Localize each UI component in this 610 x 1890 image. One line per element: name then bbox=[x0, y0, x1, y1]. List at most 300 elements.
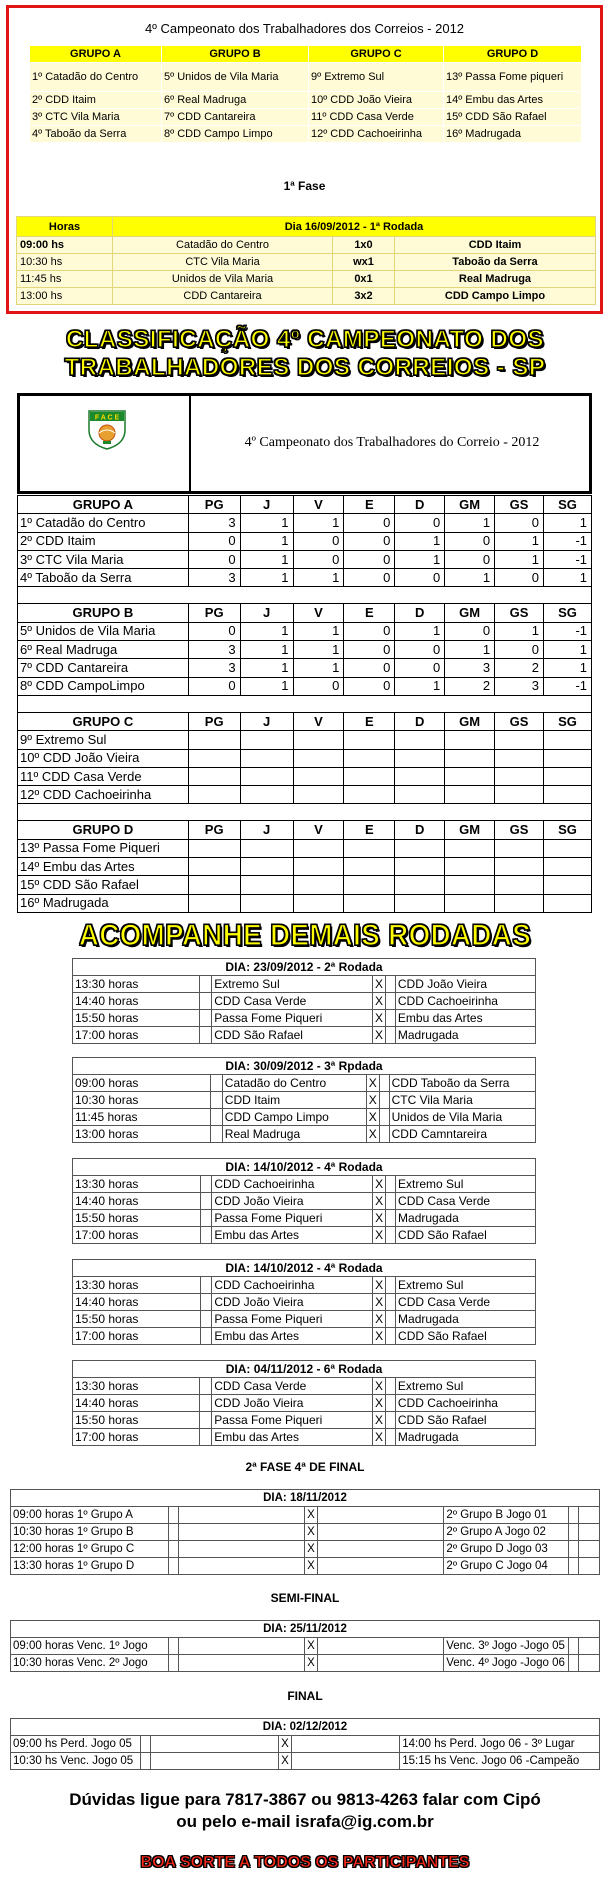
logo-text: F A C E bbox=[94, 414, 120, 422]
stat-cell: 0 bbox=[344, 514, 395, 532]
rodada-x: X bbox=[366, 1109, 379, 1126]
rodada-away: Madrugada bbox=[395, 1429, 535, 1446]
column-header: SG bbox=[544, 712, 592, 730]
stat-cell bbox=[240, 839, 293, 857]
round1-away: Real Madruga bbox=[395, 271, 596, 288]
stat-cell: 0 bbox=[395, 641, 445, 659]
stat-cell bbox=[395, 894, 445, 912]
rodada-row bbox=[73, 1311, 536, 1328]
team-name: 13º Passa Fome Piqueri bbox=[18, 839, 189, 857]
rodada-row bbox=[73, 1176, 536, 1193]
stat-cell bbox=[188, 767, 240, 785]
column-header: SG bbox=[544, 821, 592, 839]
rodada-away: CDD São Rafael bbox=[396, 1227, 536, 1244]
round1-time: 11:45 hs bbox=[17, 271, 113, 288]
rodada-row bbox=[73, 1395, 536, 1412]
group-cell: 8º CDD Campo Limpo bbox=[162, 126, 309, 143]
stat-cell: 0 bbox=[188, 550, 240, 568]
group-cell: 5º Unidos de Vila Maria bbox=[162, 63, 309, 92]
quartas-away: 2º Grupo B Jogo 01 bbox=[444, 1507, 569, 1524]
classification-banner bbox=[0, 326, 610, 382]
quartas-table bbox=[10, 1489, 600, 1575]
column-header: GM bbox=[445, 604, 495, 622]
rodada-home: CDD Casa Verde bbox=[212, 1378, 373, 1395]
rodada-home: CDD João Vieira bbox=[212, 1294, 373, 1311]
rodada-spacer bbox=[200, 1294, 212, 1311]
quartas-row bbox=[11, 1507, 600, 1524]
stat-cell bbox=[188, 786, 240, 804]
rodada-home: CDD Campo Limpo bbox=[222, 1109, 366, 1126]
round1-score: 1x0 bbox=[333, 237, 395, 254]
rodada-time: 13:30 horas bbox=[73, 1176, 201, 1193]
fase-label: 1ª Fase bbox=[283, 179, 326, 193]
rodada-spacer bbox=[379, 1126, 389, 1143]
rodada-row bbox=[73, 1193, 536, 1210]
rodada-away: Madrugada bbox=[396, 1210, 536, 1227]
stat-cell: 1 bbox=[293, 514, 344, 532]
rodada-x: X bbox=[366, 1126, 379, 1143]
rodada-row bbox=[73, 1227, 536, 1244]
team-row bbox=[18, 532, 592, 550]
rodada-row bbox=[73, 976, 536, 993]
team-name: 16º Madrugada bbox=[18, 894, 189, 912]
stat-cell: 1 bbox=[293, 622, 344, 640]
column-header: E bbox=[344, 821, 395, 839]
rodada-home: Passa Fome Piqueri bbox=[212, 1210, 373, 1227]
rodada-x: X bbox=[373, 1294, 386, 1311]
team-row bbox=[18, 569, 592, 587]
rodada-spacer bbox=[386, 1193, 396, 1210]
stat-cell: 3 bbox=[445, 659, 495, 677]
round1-table bbox=[16, 216, 596, 305]
rodada-row bbox=[73, 993, 536, 1010]
rodada-home: Extremo Sul bbox=[212, 976, 373, 993]
stat-cell bbox=[344, 876, 395, 894]
column-header: GM bbox=[445, 821, 495, 839]
round1-header-horas: Horas bbox=[17, 217, 113, 237]
stat-cell bbox=[293, 858, 344, 876]
stat-cell: 0 bbox=[445, 532, 495, 550]
rodada-spacer bbox=[386, 1027, 396, 1044]
stat-cell bbox=[445, 839, 495, 857]
top-title: 4º Campeonato dos Trabalhadores dos Correios - 2012 bbox=[144, 21, 465, 36]
rodada-x: X bbox=[373, 1193, 386, 1210]
stat-cell: -1 bbox=[544, 550, 592, 568]
round1-header-title: Dia 16/09/2012 - 1ª Rodada bbox=[113, 217, 596, 237]
rodada-away: Madrugada bbox=[396, 1311, 536, 1328]
column-header: PG bbox=[188, 821, 240, 839]
final-x: X bbox=[279, 1736, 292, 1753]
rodada-time: 14:40 horas bbox=[73, 1395, 200, 1412]
rodada-home: CDD Casa Verde bbox=[212, 993, 373, 1010]
rodada-x: X bbox=[373, 1395, 386, 1412]
rodada-table bbox=[72, 1057, 536, 1143]
group-header-row bbox=[18, 821, 592, 839]
rodada-time: 14:40 horas bbox=[73, 993, 200, 1010]
column-header: GS bbox=[495, 496, 544, 514]
rodada-x: X bbox=[373, 1429, 386, 1446]
round1-time: 09:00 hs bbox=[17, 237, 113, 254]
rodada-x: X bbox=[373, 1227, 386, 1244]
quartas-away: 2º Grupo D Jogo 03 bbox=[444, 1541, 569, 1558]
rodada-away: CDD Cachoeirinha bbox=[395, 1395, 535, 1412]
stat-cell bbox=[188, 858, 240, 876]
rodada-home: Real Madruga bbox=[222, 1126, 366, 1143]
team-name: 3º CTC Vila Maria bbox=[18, 550, 189, 568]
stat-cell bbox=[445, 894, 495, 912]
rodada-time: 13:30 horas bbox=[73, 1277, 201, 1294]
rodada-home: CDD São Rafael bbox=[212, 1027, 373, 1044]
stat-cell bbox=[188, 894, 240, 912]
stat-cell: 1 bbox=[395, 550, 445, 568]
stat-cell bbox=[495, 858, 544, 876]
stat-cell: 0 bbox=[445, 550, 495, 568]
stat-cell: 0 bbox=[344, 641, 395, 659]
group-cell: 13º Passa Fome piqueri bbox=[444, 63, 582, 92]
rodada-x: X bbox=[373, 1378, 386, 1395]
classification-table bbox=[17, 495, 592, 913]
column-header: GS bbox=[495, 604, 544, 622]
stat-cell bbox=[544, 858, 592, 876]
stat-cell: -1 bbox=[544, 622, 592, 640]
semi-row bbox=[11, 1638, 600, 1655]
stat-cell: 3 bbox=[188, 659, 240, 677]
stat-cell: 0 bbox=[293, 532, 344, 550]
rodada-home: Passa Fome Piqueri bbox=[212, 1412, 373, 1429]
rodada-x: X bbox=[373, 1010, 386, 1027]
stat-cell: 0 bbox=[445, 622, 495, 640]
rodada-spacer bbox=[200, 1227, 212, 1244]
stat-cell bbox=[344, 839, 395, 857]
final-title-row bbox=[11, 1719, 600, 1736]
group-cell: 2º CDD Itaim bbox=[30, 92, 162, 109]
quartas-title: DIA: 18/11/2012 bbox=[11, 1490, 600, 1507]
rodada-spacer bbox=[200, 1176, 212, 1193]
stat-cell: 0 bbox=[188, 622, 240, 640]
stat-cell bbox=[395, 858, 445, 876]
quartas-home: 12:00 horas 1º Grupo C bbox=[11, 1541, 169, 1558]
rodada-time: 09:00 horas bbox=[73, 1075, 211, 1092]
stat-cell bbox=[544, 894, 592, 912]
group-row bbox=[30, 92, 582, 109]
final-home: 10:30 hs Venc. Jogo 05 bbox=[11, 1753, 141, 1770]
stat-cell bbox=[495, 767, 544, 785]
round1-home: CDD Cantareira bbox=[113, 288, 333, 305]
rodada-title-row bbox=[73, 959, 536, 976]
semi-x: X bbox=[305, 1638, 318, 1655]
rodada-spacer bbox=[200, 1328, 212, 1345]
group-cell: 12º CDD Cachoeirinha bbox=[309, 126, 444, 143]
banner-line: CLASSIFICAÇÃO 4º CAMPEONATO DOS bbox=[65, 326, 545, 353]
team-name: 11º CDD Casa Verde bbox=[18, 767, 189, 785]
rodada-spacer bbox=[386, 1412, 396, 1429]
semi-home: 09:00 horas Venc. 1º Jogo bbox=[11, 1638, 169, 1655]
stat-cell: 1 bbox=[495, 622, 544, 640]
stat-cell bbox=[188, 731, 240, 749]
stat-cell: 0 bbox=[344, 569, 395, 587]
rodada-away: Extremo Sul bbox=[396, 1176, 536, 1193]
team-name: 12º CDD Cachoeirinha bbox=[18, 786, 189, 804]
rodada-time: 14:40 horas bbox=[73, 1294, 201, 1311]
stat-cell bbox=[293, 749, 344, 767]
rodada-time: 15:50 horas bbox=[73, 1210, 201, 1227]
stat-cell bbox=[445, 767, 495, 785]
team-row bbox=[18, 767, 592, 785]
stat-cell: 0 bbox=[395, 569, 445, 587]
stat-cell: 1 bbox=[240, 514, 293, 532]
group-cell: 7º CDD Cantareira bbox=[162, 109, 309, 126]
rodada-time: 10:30 horas bbox=[73, 1092, 211, 1109]
rodada-spacer bbox=[200, 1395, 212, 1412]
team-row bbox=[18, 876, 592, 894]
stat-cell bbox=[344, 731, 395, 749]
team-name: 14º Embu das Artes bbox=[18, 858, 189, 876]
rodada-spacer bbox=[210, 1109, 222, 1126]
stat-cell bbox=[240, 894, 293, 912]
rodada-spacer bbox=[386, 1328, 396, 1345]
rodada-spacer bbox=[200, 1378, 212, 1395]
group-row bbox=[30, 126, 582, 143]
rodada-home: CDD Cachoeirinha bbox=[212, 1277, 373, 1294]
classification-header bbox=[17, 393, 592, 494]
team-name: 5º Unidos de Vila Maria bbox=[18, 622, 189, 640]
stat-cell bbox=[495, 786, 544, 804]
quartas-label: 2ª FASE 4ª DE FINAL bbox=[245, 1460, 365, 1474]
group-cell: 9º Extremo Sul bbox=[309, 63, 444, 92]
stat-cell bbox=[344, 858, 395, 876]
rodada-row bbox=[73, 1075, 536, 1092]
semi-row bbox=[11, 1655, 600, 1672]
group-gap bbox=[18, 804, 592, 821]
stat-cell: 0 bbox=[495, 569, 544, 587]
team-row bbox=[18, 749, 592, 767]
stat-cell: 0 bbox=[344, 622, 395, 640]
rodada-spacer bbox=[386, 1395, 396, 1412]
rodada-spacer bbox=[210, 1092, 222, 1109]
rodada-away: Embu das Artes bbox=[395, 1010, 535, 1027]
rodada-home: CDD João Vieira bbox=[212, 1395, 373, 1412]
stat-cell bbox=[293, 876, 344, 894]
final-x: X bbox=[279, 1753, 292, 1770]
rodada-home: CDD Itaim bbox=[222, 1092, 366, 1109]
round1-score: 3x2 bbox=[333, 288, 395, 305]
group-header-row bbox=[18, 496, 592, 514]
stat-cell: 0 bbox=[344, 550, 395, 568]
group-name: GRUPO C bbox=[18, 712, 189, 730]
rodada-spacer bbox=[386, 1277, 396, 1294]
rodada-spacer bbox=[210, 1126, 222, 1143]
rodada-time: 11:45 horas bbox=[73, 1109, 211, 1126]
stat-cell bbox=[188, 876, 240, 894]
stat-cell bbox=[240, 876, 293, 894]
stat-cell bbox=[445, 876, 495, 894]
team-name: 9º Extremo Sul bbox=[18, 731, 189, 749]
rodada-home: Embu das Artes bbox=[212, 1429, 373, 1446]
stat-cell bbox=[344, 749, 395, 767]
rodada-spacer bbox=[200, 1027, 212, 1044]
quartas-title-row bbox=[11, 1490, 600, 1507]
rodada-time: 17:00 horas bbox=[73, 1227, 201, 1244]
rodada-spacer bbox=[379, 1109, 389, 1126]
column-header: SG bbox=[544, 496, 592, 514]
stat-cell: 1 bbox=[240, 677, 293, 695]
team-name: 7º CDD Cantareira bbox=[18, 659, 189, 677]
quartas-row bbox=[11, 1558, 600, 1575]
stat-cell: 3 bbox=[188, 641, 240, 659]
rodada-title: DIA: 04/11/2012 - 6ª Rodada bbox=[73, 1361, 536, 1378]
final-away: 14:00 hs Perd. Jogo 06 - 3º Lugar bbox=[400, 1736, 600, 1753]
group-header: GRUPO D bbox=[444, 46, 582, 63]
rodada-spacer bbox=[386, 1010, 396, 1027]
rodada-row bbox=[73, 1027, 536, 1044]
classification-header-title: 4º Campeonato dos Trabalhadores do Correio - 2012 bbox=[244, 435, 540, 450]
stat-cell: 1 bbox=[240, 569, 293, 587]
semi-away: Venc. 4º Jogo -Jogo 06 bbox=[444, 1655, 569, 1672]
stat-cell: 0 bbox=[395, 514, 445, 532]
team-name: 2º CDD Itaim bbox=[18, 532, 189, 550]
groups-table bbox=[29, 45, 582, 143]
stat-cell: 0 bbox=[188, 532, 240, 550]
column-header: GM bbox=[445, 496, 495, 514]
rodada-table bbox=[72, 958, 536, 1044]
stat-cell: 1 bbox=[293, 569, 344, 587]
rodada-title: DIA: 30/09/2012 - 3ª Rpdada bbox=[73, 1058, 536, 1075]
stat-cell bbox=[395, 839, 445, 857]
stat-cell bbox=[344, 786, 395, 804]
rodada-home: Passa Fome Piqueri bbox=[212, 1010, 373, 1027]
stat-cell bbox=[293, 894, 344, 912]
stat-cell: 2 bbox=[495, 659, 544, 677]
round1-home: Catadão do Centro bbox=[113, 237, 333, 254]
stat-cell bbox=[544, 876, 592, 894]
rodada-away: CDD Casa Verde bbox=[396, 1193, 536, 1210]
stat-cell: 1 bbox=[240, 532, 293, 550]
rodada-spacer bbox=[386, 976, 396, 993]
group-name: GRUPO B bbox=[18, 604, 189, 622]
quartas-x: X bbox=[305, 1524, 318, 1541]
column-header: D bbox=[395, 712, 445, 730]
stat-cell bbox=[395, 876, 445, 894]
final-row bbox=[11, 1753, 600, 1770]
stat-cell: 0 bbox=[188, 677, 240, 695]
team-name: 10º CDD João Vieira bbox=[18, 749, 189, 767]
stat-cell: 1 bbox=[445, 641, 495, 659]
stat-cell bbox=[240, 786, 293, 804]
rodada-away: CDD Camntareira bbox=[389, 1126, 535, 1143]
final-home: 09:00 hs Perd. Jogo 05 bbox=[11, 1736, 141, 1753]
team-name: 6º Real Madruga bbox=[18, 641, 189, 659]
group-cell: 15º CDD São Rafael bbox=[444, 109, 582, 126]
stat-cell bbox=[395, 731, 445, 749]
boa-sorte-banner: BOA SORTE A TODOS OS PARTICIPANTES bbox=[140, 1854, 470, 1871]
rodada-away: CTC Vila Maria bbox=[389, 1092, 535, 1109]
stat-cell bbox=[544, 839, 592, 857]
group-gap bbox=[18, 695, 592, 712]
semi-home: 10:30 horas Venc. 2º Jogo bbox=[11, 1655, 169, 1672]
stat-cell bbox=[240, 749, 293, 767]
team-row bbox=[18, 659, 592, 677]
rodada-title-row bbox=[73, 1260, 536, 1277]
round1-row bbox=[17, 271, 596, 288]
rodada-row bbox=[73, 1429, 536, 1446]
stat-cell bbox=[293, 767, 344, 785]
round1-away: CDD Itaim bbox=[395, 237, 596, 254]
quartas-row bbox=[11, 1541, 600, 1558]
stat-cell: 3 bbox=[188, 569, 240, 587]
contact-info bbox=[0, 1789, 610, 1833]
round1-score: 0x1 bbox=[333, 271, 395, 288]
stat-cell bbox=[240, 731, 293, 749]
stat-cell: 1 bbox=[544, 659, 592, 677]
stat-cell: 1 bbox=[293, 659, 344, 677]
rodada-x: X bbox=[366, 1092, 379, 1109]
rodada-title-row bbox=[73, 1159, 536, 1176]
quartas-home: 10:30 horas 1º Grupo B bbox=[11, 1524, 169, 1541]
stat-cell: 0 bbox=[344, 659, 395, 677]
rodada-home: CDD João Vieira bbox=[212, 1193, 373, 1210]
column-header: E bbox=[344, 604, 395, 622]
stat-cell: 2 bbox=[445, 677, 495, 695]
round1-row bbox=[17, 237, 596, 254]
round1-row bbox=[17, 288, 596, 305]
semi-away: Venc. 3º Jogo -Jogo 05 bbox=[444, 1638, 569, 1655]
rodada-row bbox=[73, 1378, 536, 1395]
group-header: GRUPO A bbox=[30, 46, 162, 63]
stat-cell: 0 bbox=[344, 677, 395, 695]
final-away: 15:15 hs Venc. Jogo 06 -Campeão bbox=[400, 1753, 600, 1770]
stat-cell bbox=[240, 767, 293, 785]
stat-cell: 3 bbox=[188, 514, 240, 532]
rodada-x: X bbox=[366, 1075, 379, 1092]
stat-cell: 1 bbox=[495, 550, 544, 568]
group-name: GRUPO A bbox=[18, 496, 189, 514]
stat-cell bbox=[544, 749, 592, 767]
quartas-x: X bbox=[305, 1507, 318, 1524]
group-header-row bbox=[18, 712, 592, 730]
rodada-x: X bbox=[373, 993, 386, 1010]
stat-cell: 1 bbox=[445, 569, 495, 587]
rodada-row bbox=[73, 1277, 536, 1294]
semi-title: DIA: 25/11/2012 bbox=[11, 1621, 600, 1638]
final-title: DIA: 02/12/2012 bbox=[11, 1719, 600, 1736]
rodada-spacer bbox=[386, 1176, 396, 1193]
banner-line: TRABALHADORES DOS CORREIOS - SP bbox=[64, 354, 546, 381]
stat-cell bbox=[495, 894, 544, 912]
semi-table bbox=[10, 1620, 600, 1672]
column-header: GS bbox=[495, 712, 544, 730]
column-header: V bbox=[293, 604, 344, 622]
round1-home: Unidos de Vila Maria bbox=[113, 271, 333, 288]
team-row bbox=[18, 786, 592, 804]
column-header: V bbox=[293, 821, 344, 839]
team-row bbox=[18, 641, 592, 659]
acompanhe-banner: ACOMPANHE DEMAIS RODADAS bbox=[78, 919, 532, 952]
column-header: J bbox=[240, 821, 293, 839]
stat-cell: 0 bbox=[293, 550, 344, 568]
column-header: GS bbox=[495, 821, 544, 839]
rodada-table bbox=[72, 1259, 536, 1345]
stat-cell: 1 bbox=[395, 622, 445, 640]
rodada-x: X bbox=[373, 1027, 386, 1044]
rodada-spacer bbox=[200, 1311, 212, 1328]
rodada-title: DIA: 23/09/2012 - 2ª Rodada bbox=[73, 959, 536, 976]
rodada-spacer bbox=[386, 1311, 396, 1328]
contact-line: ou pelo e-mail israfa@ig.com.br bbox=[176, 1812, 434, 1831]
group-row bbox=[30, 109, 582, 126]
stat-cell bbox=[544, 731, 592, 749]
stat-cell bbox=[344, 767, 395, 785]
column-header: V bbox=[293, 496, 344, 514]
